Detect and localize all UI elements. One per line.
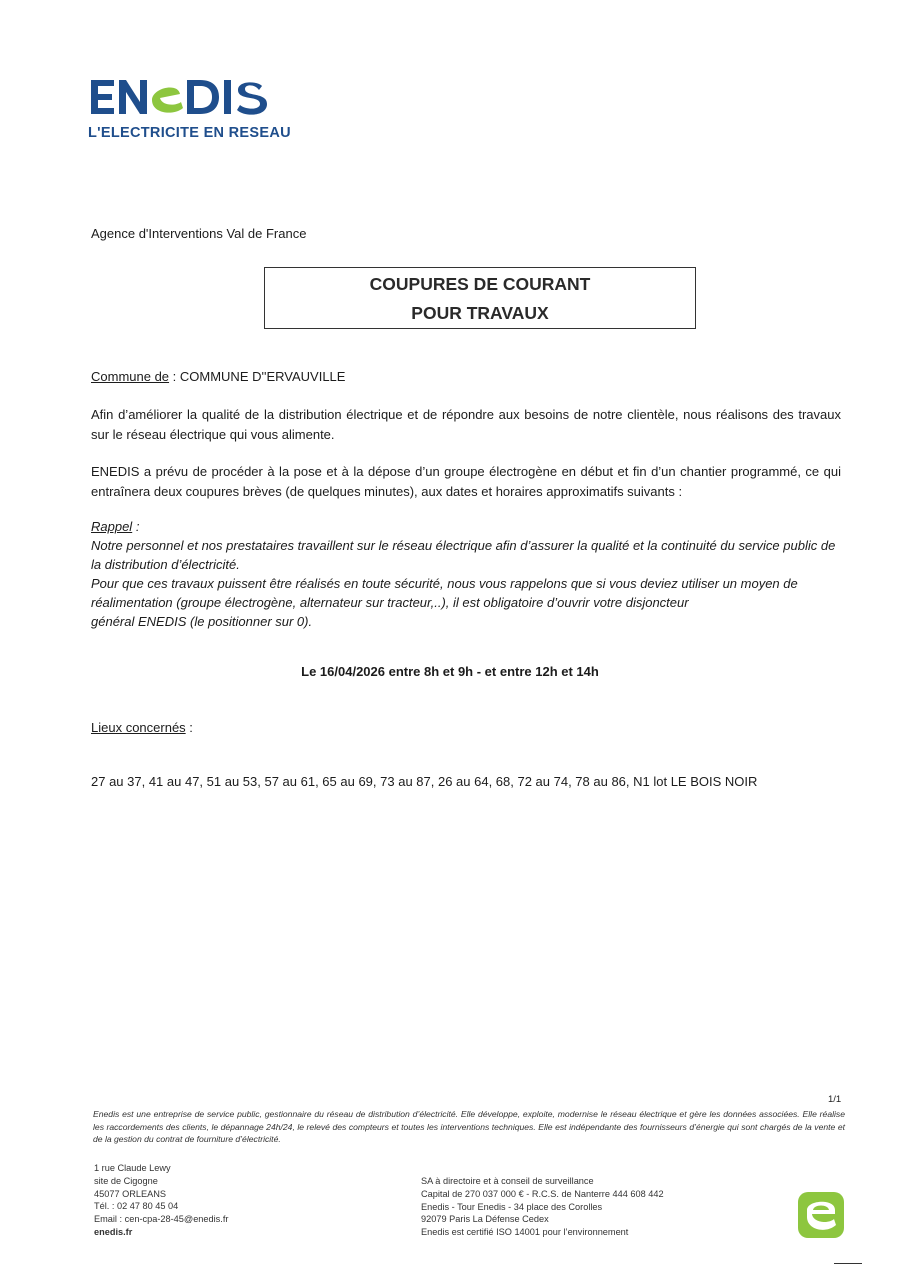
lieux-heading bbox=[91, 720, 193, 735]
company-line-5: Enedis est certifié ISO 14001 pour l’environnement bbox=[421, 1227, 629, 1238]
address-line-3: 45077 ORLEANS bbox=[94, 1188, 167, 1199]
lieux-list: 27 au 37, 41 au 47, 51 au 53, 57 au 61, 65 au 69, 73 au 87, 26 au 64, 68, 72 au 74, 78 au 86, N1 lot LE BOIS NOIR bbox=[91, 774, 758, 789]
rappel-label: Rappel bbox=[91, 519, 133, 534]
title-box bbox=[264, 267, 696, 329]
agency-name: Agence d'Interventions Val de France bbox=[91, 226, 307, 241]
enedis-emblem-icon bbox=[798, 1192, 844, 1238]
lieux-label: Lieux concernés bbox=[91, 720, 186, 735]
rappel-line-1: Notre personnel et nos prestataires travaillent sur le réseau électrique afin d’assurer la qualité et la continuité du service public de la distribution d’électricité. bbox=[91, 538, 836, 572]
legal-notice: Enedis est une entreprise de service public, gestionnaire du réseau de distribution d’électricité. Elle développe, exploite, modernise le réseau électrique et gère les données associées. Elle réalise les raccordements des clients, le dépannage 24h/24, le relevé des compteurs et toutes les interventions techniques. Elle est indépendante des fournisseurs d’énergie qui sont chargés de la vente et de la gestion du contrat de fourniture d’électricité. bbox=[93, 1109, 845, 1144]
rappel-colon: : bbox=[132, 519, 140, 534]
logo-tagline: L'ELECTRICITE EN RESEAU bbox=[88, 125, 291, 141]
rappel-section bbox=[91, 517, 841, 631]
rappel-line-3: général ENEDIS (le positionner sur 0). bbox=[91, 614, 313, 629]
lieux-colon: : bbox=[185, 720, 193, 735]
company-line-1: SA à directoire et à conseil de surveillance bbox=[421, 1176, 594, 1186]
address-line-2: site de Cigogne bbox=[94, 1175, 158, 1186]
agency-address bbox=[94, 1162, 228, 1239]
website-link: enedis.fr bbox=[94, 1226, 133, 1237]
rappel-line-2: Pour que ces travaux puissent être réalisés en toute sécurité, nous vous rappelons que si vous deviez utiliser un moyen de réalimentation (groupe électrogène, alternateur sur tracteur,..), il est obligatoire d’ouvrir votre disjoncteur bbox=[91, 576, 798, 610]
address-email: Email : cen-cpa-28-45@enedis.fr bbox=[94, 1214, 229, 1225]
title-line-1: COUPURES DE COURANT bbox=[369, 274, 591, 294]
procedure-paragraph: ENEDIS a prévu de procéder à la pose et à la dépose d’un groupe électrogène en début et fin d’un chantier programmé, ce qui entraînera deux coupures brèves (de quelques minutes), aux dates et horaires approximatifs suivants : bbox=[91, 464, 841, 499]
commune-label: Commune de bbox=[91, 369, 170, 384]
address-line-1: 1 rue Claude Lewy bbox=[94, 1163, 171, 1173]
address-phone: Tél. : 02 47 80 45 04 bbox=[94, 1201, 179, 1212]
page-number: 1/1 bbox=[828, 1094, 842, 1105]
title-line-2: POUR TRAVAUX bbox=[411, 303, 549, 323]
commune-line bbox=[91, 369, 345, 384]
schedule-line: Le 16/04/2026 entre 8h et 9h - et entre 12h et 14h bbox=[301, 664, 599, 679]
company-line-2: Capital de 270 037 000 € - R.C.S. de Nanterre 444 608 442 bbox=[421, 1188, 664, 1199]
company-line-4: 92079 Paris La Défense Cedex bbox=[421, 1214, 549, 1225]
commune-separator: : bbox=[169, 369, 180, 384]
company-line-3: Enedis - Tour Enedis - 34 place des Corolles bbox=[421, 1201, 603, 1212]
footer-rule bbox=[834, 1263, 862, 1264]
commune-value: COMMUNE D''ERVAUVILLE bbox=[179, 369, 346, 384]
company-info bbox=[421, 1175, 664, 1239]
rappel-heading bbox=[91, 517, 841, 536]
intro-paragraph: Afin d’améliorer la qualité de la distribution électrique et de répondre aux besoins de notre clientèle, nous réalisons des travaux sur le réseau électrique qui vous alimente. bbox=[91, 407, 841, 442]
